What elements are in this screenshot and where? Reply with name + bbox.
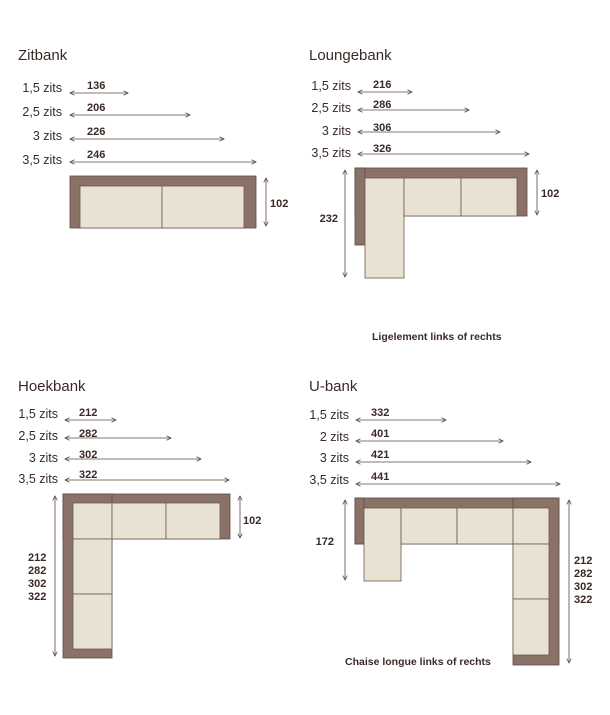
ubank-row-value: 332 <box>371 407 390 419</box>
ubank-sofa-plan <box>355 498 559 665</box>
loungebank-length: 232 <box>319 213 338 225</box>
loungebank-row-value: 306 <box>373 122 392 134</box>
loungebank-section <box>309 47 559 343</box>
hoekbank-side-value: 302 <box>28 578 47 590</box>
zitbank-section <box>18 47 288 228</box>
zitbank-depth: 102 <box>270 198 289 210</box>
zitbank-row-label: 3,5 zits <box>22 153 62 167</box>
ubank-row-value: 401 <box>371 428 390 440</box>
loungebank-row-label: 1,5 zits <box>311 79 351 93</box>
ubank-row-label: 3 zits <box>319 451 349 465</box>
zitbank-title: Zitbank <box>18 47 68 64</box>
loungebank-caption: Ligelement links of rechts <box>372 331 502 343</box>
hoekbank-sofa-plan <box>63 494 230 658</box>
hoekbank-side-value: 282 <box>28 565 47 577</box>
ubank-row-value: 421 <box>371 449 390 461</box>
loungebank-row-label: 2,5 zits <box>311 101 351 115</box>
hoekbank-title: Hoekbank <box>18 378 86 395</box>
zitbank-row-label: 1,5 zits <box>22 81 62 95</box>
hoekbank-row-label: 3,5 zits <box>18 472 58 486</box>
zitbank-row-label: 3 zits <box>32 129 62 143</box>
ubank-side-value: 282 <box>574 568 593 580</box>
hoekbank-row-value: 212 <box>79 407 98 419</box>
zitbank-sofa-plan <box>70 176 256 228</box>
hoekbank-row-value: 322 <box>79 469 98 481</box>
ubank-depth: 172 <box>315 536 334 548</box>
ubank-side-value: 302 <box>574 581 593 593</box>
zitbank-row-value: 226 <box>87 126 106 138</box>
loungebank-row-label: 3 zits <box>321 124 351 138</box>
ubank-side-value: 322 <box>574 594 593 606</box>
hoekbank-depth: 102 <box>243 515 262 527</box>
loungebank-title: Loungebank <box>309 47 392 64</box>
ubank-row-label: 3,5 zits <box>309 473 349 487</box>
ubank-side-value: 212 <box>574 555 593 567</box>
hoekbank-row-value: 302 <box>79 449 98 461</box>
hoekbank-row-value: 282 <box>79 428 98 440</box>
ubank-title: U-bank <box>309 378 358 395</box>
hoekbank-row-label: 1,5 zits <box>18 407 58 421</box>
ubank-row-label: 2 zits <box>319 430 349 444</box>
loungebank-depth: 102 <box>541 188 560 200</box>
zitbank-row-label: 2,5 zits <box>22 105 62 119</box>
ubank-row-label: 1,5 zits <box>309 408 349 422</box>
loungebank-row-value: 216 <box>373 79 392 91</box>
zitbank-row-value: 136 <box>87 80 106 92</box>
loungebank-row-label: 3,5 zits <box>311 146 351 160</box>
hoekbank-row-label: 2,5 zits <box>18 429 58 443</box>
hoekbank-row-label: 3 zits <box>28 451 58 465</box>
hoekbank-section <box>18 378 261 658</box>
loungebank-row-value: 326 <box>373 143 392 155</box>
zitbank-row-value: 206 <box>87 102 106 114</box>
hoekbank-side-value: 322 <box>28 591 47 603</box>
zitbank-row-value: 246 <box>87 149 106 161</box>
ubank-section <box>309 378 592 668</box>
ubank-row-value: 441 <box>371 471 390 483</box>
hoekbank-side-value: 212 <box>28 552 47 564</box>
loungebank-row-value: 286 <box>373 99 392 111</box>
loungebank-sofa-plan <box>355 168 527 278</box>
ubank-caption: Chaise longue links of rechts <box>345 656 491 668</box>
